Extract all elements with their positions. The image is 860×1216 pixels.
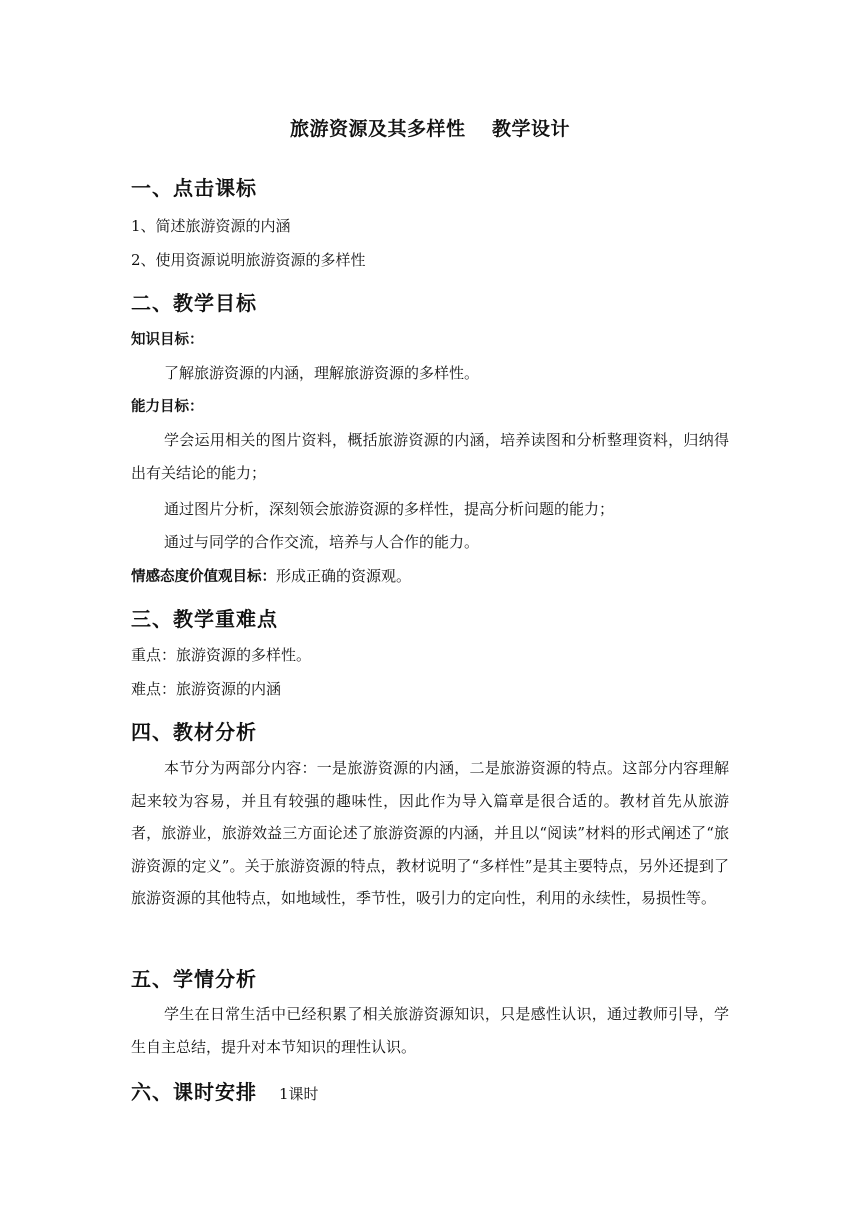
section-heading-curriculum: 一、点击课标 <box>131 176 257 200</box>
knowledge-objective-label: 知识目标： <box>131 332 204 348</box>
student-analysis-paragraph: 学生在日常生活中已经积累了相关旅游资源知识，只是感性认识，通过教师引导，学生自主总结，提升对本节知识的理性认识。 <box>131 1005 729 1056</box>
ability-objective-paragraph-3: 通过与同学的合作交流，培养与人合作的能力。 <box>164 533 480 551</box>
document-title: 旅游资源及其多样性 教学设计 <box>289 118 571 140</box>
emotion-objective-text: 形成正确的资源观。 <box>276 567 412 585</box>
section-heading-schedule <box>131 1076 319 1105</box>
ability-objective-paragraph-1: 学会运用相关的图片资料，概括旅游资源的内涵，培养读图和分析整理资料，归纳得出有关结论的能力； <box>131 431 729 482</box>
key-point: 重点：旅游资源的多样性。 <box>131 646 312 664</box>
knowledge-objective-text: 了解旅游资源的内涵，理解旅游资源的多样性。 <box>164 364 480 382</box>
curriculum-item-1: 1、简述旅游资源的内涵 <box>131 217 291 235</box>
section-heading-student-analysis: 五、学情分析 <box>131 967 257 991</box>
section-heading-material-analysis: 四、教材分析 <box>131 720 257 744</box>
curriculum-item-2: 2、使用资源说明旅游资源的多样性 <box>131 251 366 269</box>
section-heading-key-points: 三、教学重难点 <box>131 607 278 631</box>
ability-objective-label: 能力目标： <box>131 399 204 415</box>
schedule-heading-text: 六、课时安排 <box>131 1080 257 1104</box>
emotion-objective-label: 情感态度价值观目标： <box>131 569 276 585</box>
ability-objective-paragraph-2: 通过图片分析，深刻领会旅游资源的多样性，提高分析问题的能力； <box>164 500 615 518</box>
material-analysis-paragraph: 本节分为两部分内容：一是旅游资源的内涵，二是旅游资源的特点。这部分内容理解起来较为容易，并且有较强的趣味性，因此作为导入篇章是很合适的。教材首先从旅游者，旅游业，旅游效益三方面论述了旅游资源的内涵，并且以“阅读”材料的形式阐述了“旅游资源的定义”。关于旅游资源的特点，教材说明了“多样性”是其主要特点，另外还提到了旅游资源的其他特点，如地域性，季节性，吸引力的定向性，利用的永续性，易损性等。 <box>131 759 729 907</box>
schedule-value: 1课时 <box>279 1085 319 1103</box>
difficult-point: 难点：旅游资源的内涵 <box>131 680 282 698</box>
emotion-objective <box>131 566 411 587</box>
section-heading-objectives: 二、教学目标 <box>131 291 257 315</box>
